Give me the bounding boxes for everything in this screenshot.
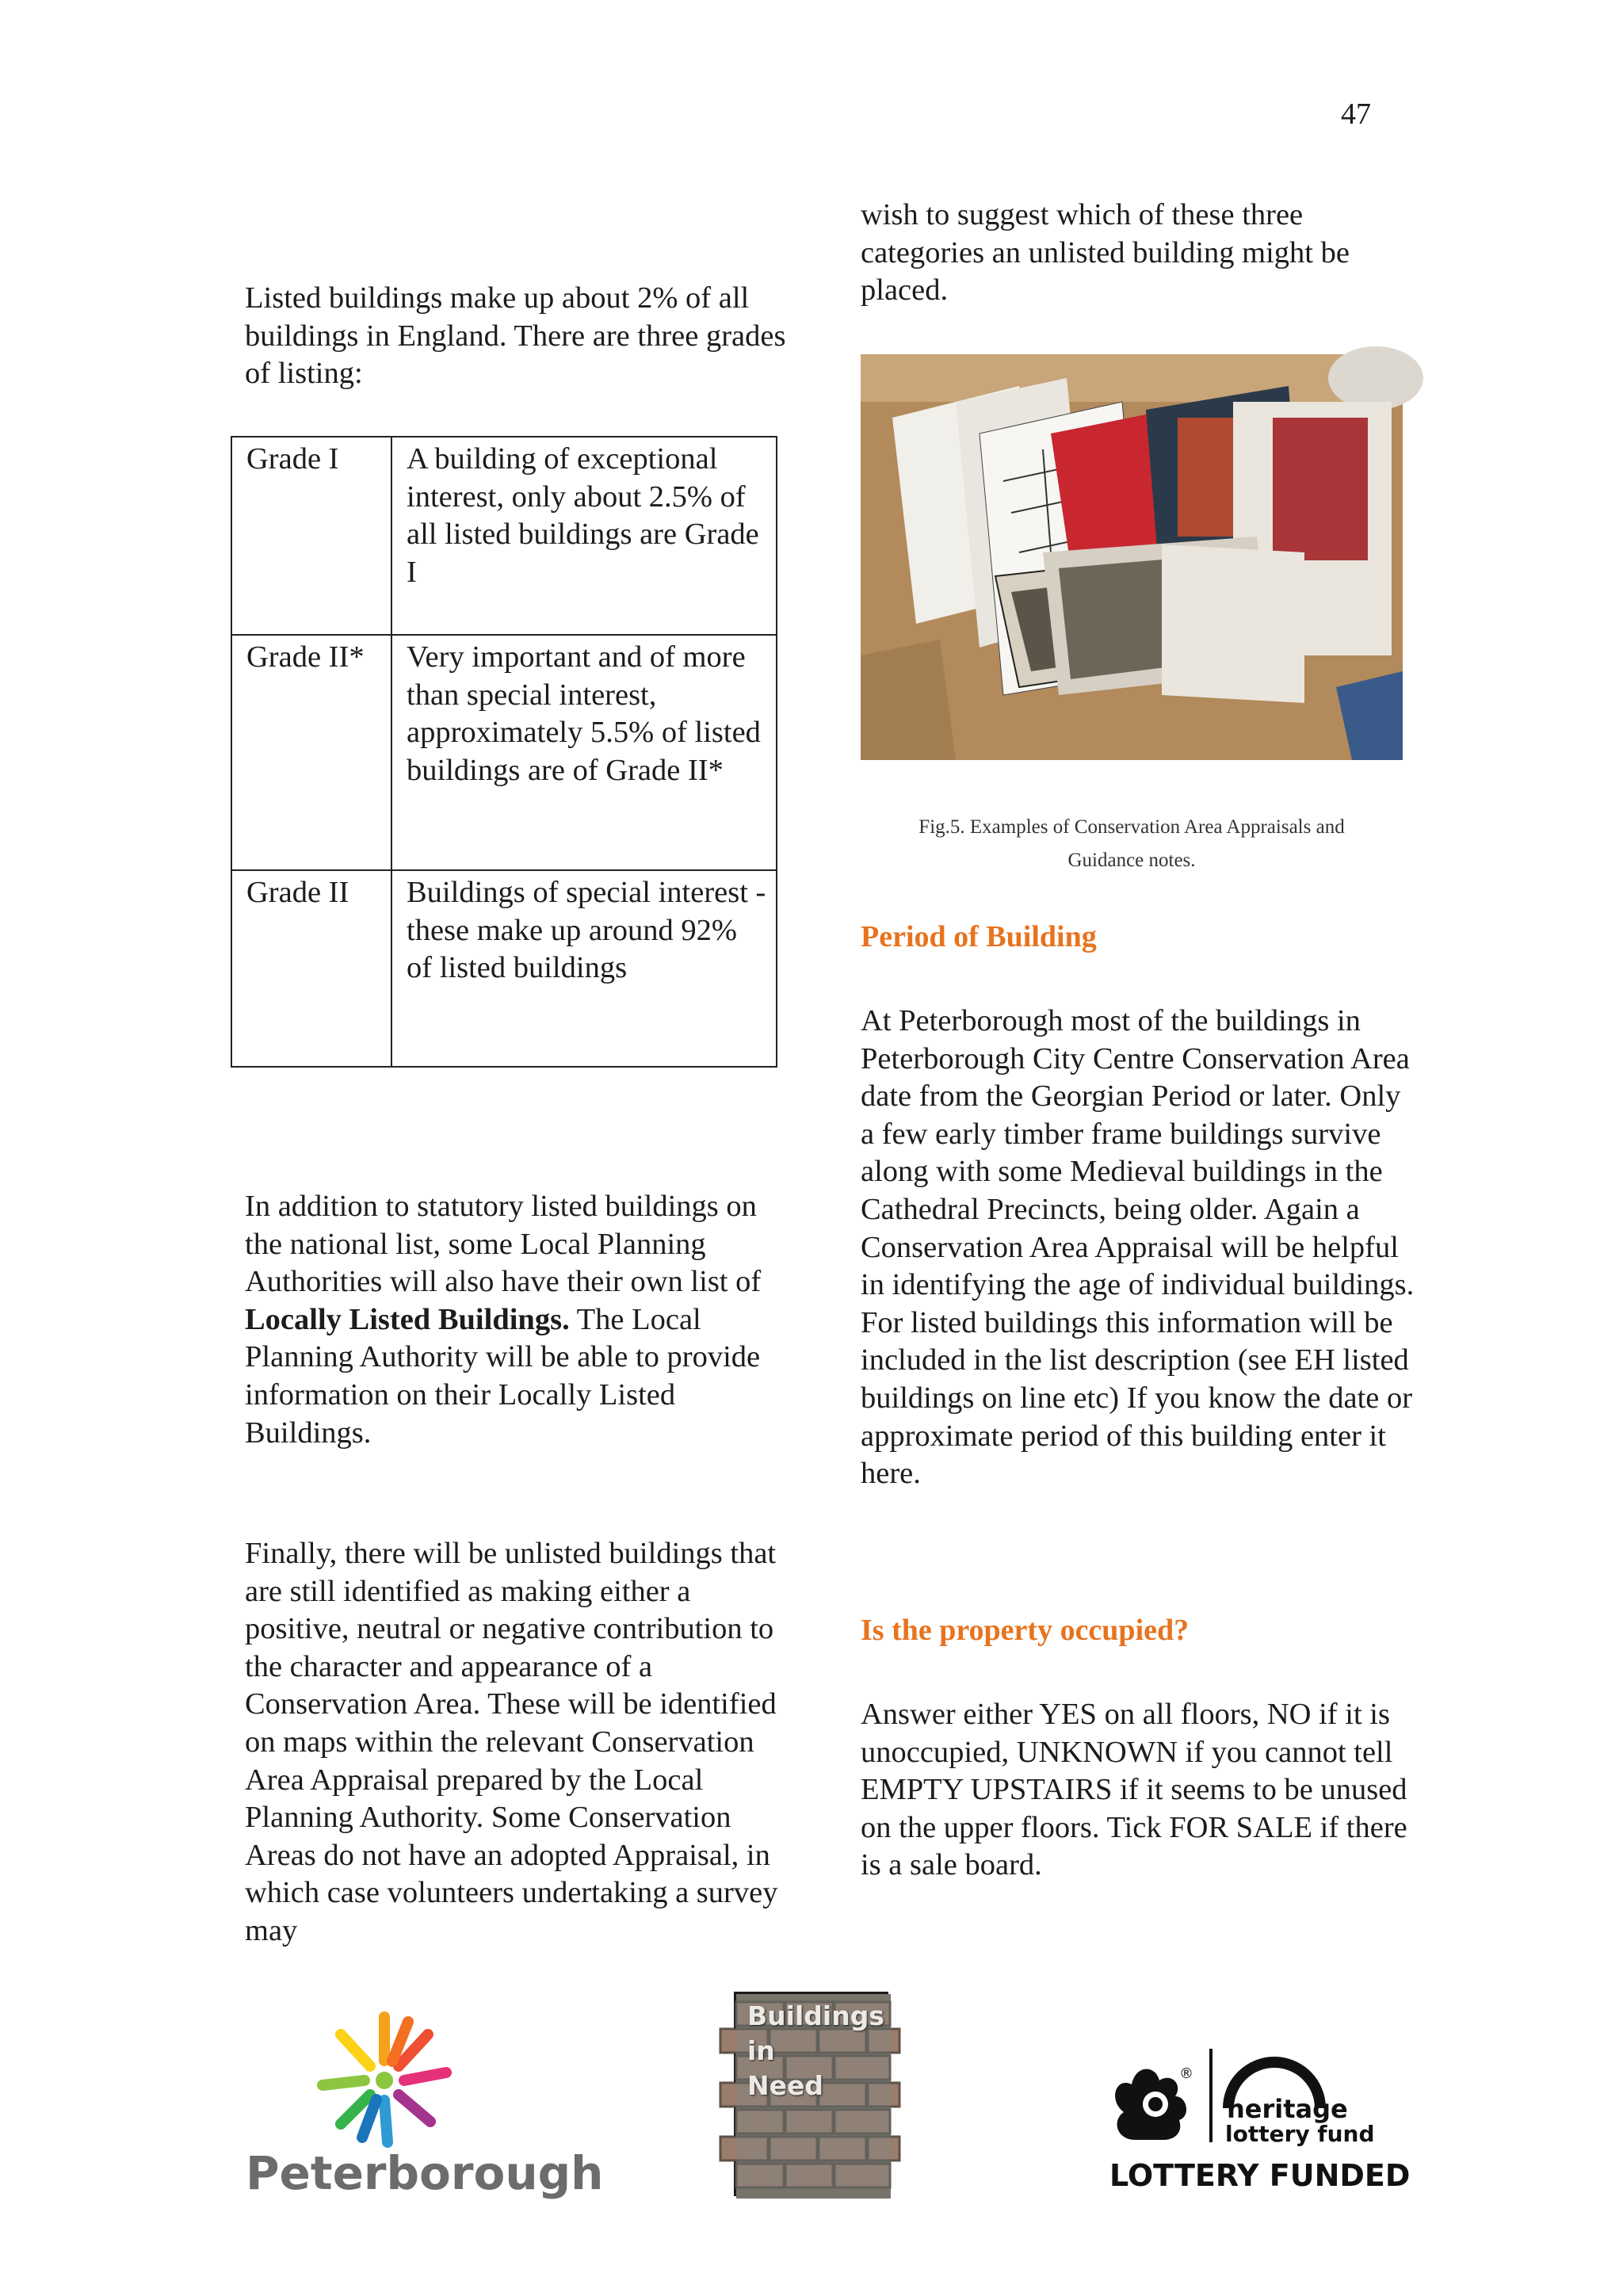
locally-listed-text-start: In addition to statutory listed buildings on the national list, some Local Planning Authorities will also have their own list of [245,1190,762,1299]
heritage-text: heritage [1227,2094,1348,2124]
grade-description-cell: Very important and of more than special interest, approximately 5.5% of listed buildings are of Grade II* [391,635,777,870]
locally-listed-bold: Locally Listed Buildings. [245,1302,570,1336]
bin-word-3: Need [747,2070,824,2101]
svg-text:®: ® [1179,2065,1193,2082]
appraisal-documents-photo [861,354,1403,760]
figure-caption [861,811,1403,877]
continuation-paragraph: wish to suggest which of these three categories an unlisted building might be placed. [861,198,1350,308]
locally-listed-paragraph [245,1188,800,1452]
grade-cell: Grade I [231,437,391,635]
buildings-in-need-text [747,1999,884,2103]
bin-word-1: Buildings [747,2000,884,2031]
property-occupied-paragraph: Answer either YES on all floors, NO if it is unoccupied, UNKNOWN if you cannot tell EMPTY UPSTAIRS if it seems to be unused on the upper floors. Tick FOR SALE if there is a sale board. [861,1698,1407,1882]
period-of-building-paragraph: At Peterborough most of the buildings in Peterborough City Centre Conservation Area date from the Georgian Period or later. Only a few early timber frame buildings survive along with some Medieval buildings in the Cathedral Precincts, being older. Again a Conservation Area Appraisal will be helpful in identifying the age of individual buildings. For listed buildings this information will be included in the list description (see EH listed buildings on line etc) If you know the date or approximate period of this building enter it here. [861,1004,1415,1491]
lottery-crossed-fingers-icon [1100,2029,1411,2195]
figure-caption-line-2: Guidance notes. [1067,850,1196,871]
table-row [231,635,777,870]
table-row [231,437,777,635]
peterborough-logo [238,2013,604,2203]
peterborough-wordmark: Peterborough [246,2146,604,2200]
property-occupied-heading: Is the property occupied? [861,1614,1190,1647]
unlisted-buildings-paragraph: Finally, there will be unlisted buildings that are still identified as making either a positive, neutral or negative contribution to the character and appearance of a Conservation Area. These will be identified on maps within the relevant Conservation Area Appraisal prepared by the Local Planning Authority. Some Conservation Areas do not have an adopted Appraisal, in which case volunteers undertaking a survey may [245,1537,778,1947]
photo-illustration [861,354,1403,760]
heritage-lottery-fund-logo [1100,2029,1411,2195]
period-of-building-heading: Period of Building [861,920,1097,953]
listing-grades-table [231,436,777,1068]
figure-caption-line-1: Fig.5. Examples of Conservation Area Appraisals and [918,816,1345,838]
grade-description-cell: Buildings of special interest - these make up around 92% of listed buildings [391,870,777,1067]
grade-description-cell: A building of exceptional interest, only about 2.5% of all listed buildings are Grade I [391,437,777,635]
locally-listed-text-end: The Local Planning Authority will be able to provide information on their Locally Listed Buildings. [245,1302,761,1450]
grade-cell: Grade II [231,870,391,1067]
listed-intro-paragraph: Listed buildings make up about 2% of all buildings in England. There are three grades of listing: [245,281,786,391]
lottery-funded-text: LOTTERY FUNDED [1109,2158,1411,2193]
lottery-fund-text: lottery fund [1225,2121,1375,2147]
bin-word-2: in [747,2035,775,2066]
grade-cell: Grade II* [231,635,391,870]
page-number: 47 [1341,97,1371,131]
peterborough-burst-icon [238,2013,604,2203]
buildings-in-need-logo [734,1992,888,2196]
table-row [231,870,777,1067]
